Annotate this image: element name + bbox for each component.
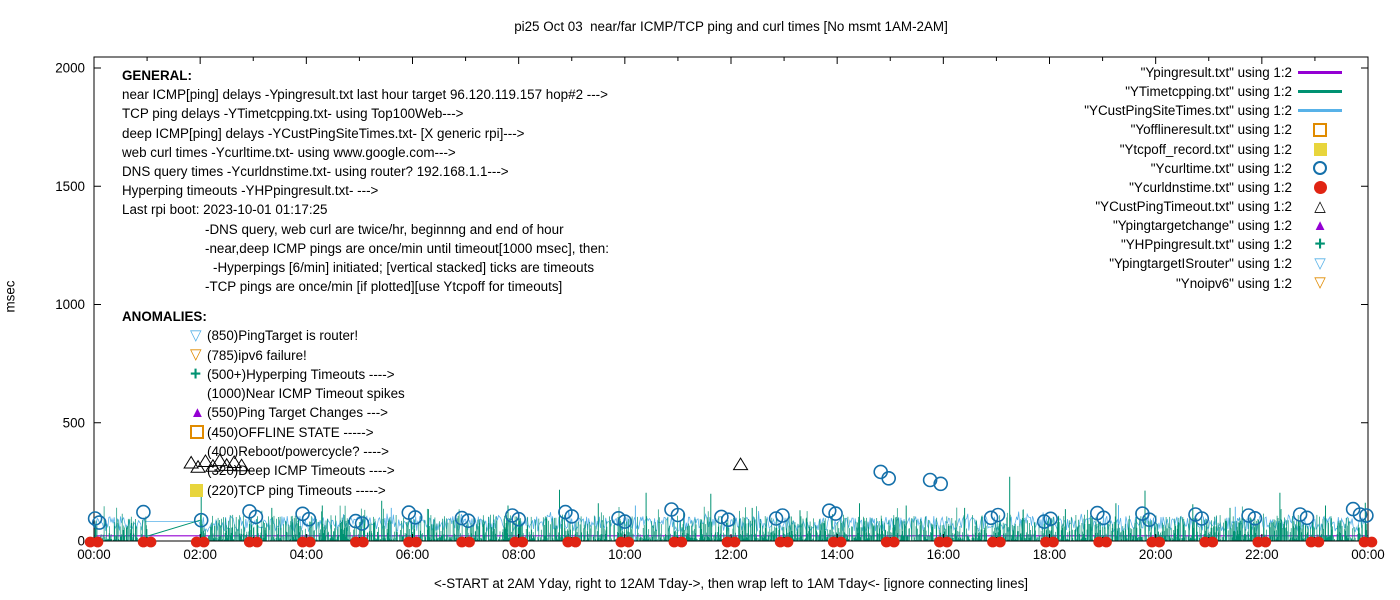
general-lines (122, 85, 609, 296)
note-line: -DNS query, web curl are twice/hr, beginnng and end of hour (205, 221, 564, 237)
line-icon (1298, 109, 1342, 112)
svg-text:06:00: 06:00 (395, 547, 430, 562)
svg-text:00:00: 00:00 (77, 547, 111, 562)
note-line: TCP ping delays -YTimetcpping.txt- using Top100Web---> (122, 106, 464, 122)
chart-title: pi25 Oct 03 near/far ICMP/TCP ping and curl times [No msmt 1AM-2AM] (514, 19, 948, 34)
legend-row (1084, 216, 1348, 235)
legend-row (1084, 235, 1348, 254)
legend-marker (1292, 161, 1348, 175)
svg-text:12:00: 12:00 (714, 547, 748, 562)
anomaly-item (122, 384, 405, 403)
note-line: Hyperping timeouts -YHPpingresult.txt- ---> (122, 183, 379, 199)
anomaly-item (122, 326, 405, 345)
line-icon (1298, 71, 1342, 74)
legend-row (1084, 159, 1348, 178)
legend-marker (1292, 90, 1348, 93)
svg-text:00:00: 00:00 (1351, 547, 1385, 562)
anomalies-block (122, 307, 405, 500)
legend-marker (1292, 197, 1348, 215)
gap-connecting-line (147, 520, 200, 536)
x-axis-caption: <-START at 2AM Yday, right to 12AM Tday->, then wrap left to 1AM Tday<- [ignore connecting lines] (433, 576, 1029, 591)
filled-up-triangle-icon: ▲ (1312, 216, 1328, 234)
anomaly-item (122, 442, 405, 461)
svg-text:0: 0 (77, 533, 85, 549)
general-heading: GENERAL: (122, 68, 192, 83)
legend-label: "Ycurltime.txt" using 1:2 (1150, 160, 1292, 176)
plus-icon: + (190, 363, 202, 385)
legend-row (1084, 178, 1348, 197)
legend-label: "YCustPingTimeout.txt" using 1:2 (1095, 199, 1292, 215)
chart-legend (1084, 63, 1348, 293)
legend-row (1084, 101, 1348, 120)
filled-up-triangle-icon: ▲ (190, 404, 205, 422)
legend-label: "Ypingtargetchange" using 1:2 (1112, 218, 1292, 234)
legend-label: "YCustPingSiteTimes.txt" using 1:2 (1084, 103, 1292, 119)
legend-row (1084, 63, 1348, 82)
line-icon (1298, 90, 1342, 93)
legend-label: "Ycurldnstime.txt" using 1:2 (1129, 179, 1292, 195)
anomaly-item (122, 481, 405, 500)
anomaly-marker (190, 406, 207, 420)
y-axis-label: msec (2, 280, 18, 313)
legend-marker (1292, 123, 1348, 137)
anomaly-item (122, 365, 405, 384)
legend-label: "Ytcpoff_record.txt" using 1:2 (1119, 141, 1292, 157)
svg-text:08:00: 08:00 (501, 547, 536, 562)
svg-text:16:00: 16:00 (926, 547, 961, 562)
anomaly-marker (190, 363, 207, 385)
note-line: Last rpi boot: 2023-10-01 01:17:25 (122, 202, 328, 218)
legend-row (1084, 120, 1348, 139)
note-line: DNS query times -Ycurldnstime.txt- using router? 192.168.1.1---> (122, 164, 509, 180)
svg-text:04:00: 04:00 (289, 547, 324, 562)
svg-text:18:00: 18:00 (1032, 547, 1067, 562)
open-up-triangle-icon: △ (1314, 197, 1326, 215)
svg-text:10:00: 10:00 (608, 547, 642, 562)
open-square-icon (1313, 123, 1327, 137)
anomaly-text: (1000)Near ICMP Timeout spikes (207, 386, 405, 402)
note-line: near ICMP[ping] delays -Ypingresult.txt last hour target 96.120.119.157 hop#2 ---> (122, 87, 608, 103)
filled-circle-icon (1314, 181, 1327, 194)
note-line: web curl times -Ycurltime.txt- using www.google.com---> (122, 144, 456, 160)
legend-row (1084, 274, 1348, 293)
legend-marker (1292, 254, 1348, 272)
anomaly-marker (190, 326, 207, 344)
general-notes-block (122, 66, 609, 296)
svg-text:02:00: 02:00 (183, 547, 217, 562)
anomaly-item (122, 423, 405, 442)
svg-text:14:00: 14:00 (820, 547, 854, 562)
open-down-triangle-icon: ▽ (190, 346, 202, 364)
anomaly-item (122, 461, 405, 480)
anomaly-marker (190, 348, 207, 362)
legend-row (1084, 254, 1348, 273)
plus-icon: + (1314, 233, 1326, 255)
open-down-triangle-icon: ▽ (190, 326, 202, 344)
legend-row (1084, 140, 1348, 159)
svg-text:20:00: 20:00 (1138, 547, 1173, 562)
legend-marker (1292, 71, 1348, 74)
anomaly-marker (190, 484, 207, 497)
anomaly-text: (785)ipv6 failure! (207, 347, 307, 363)
legend-label: "YTimetcpping.txt" using 1:2 (1125, 84, 1292, 100)
legend-label: "Yofflineresult.txt" using 1:2 (1130, 122, 1292, 138)
note-line: -TCP pings are once/min [if plotted][use Ytcpoff for timeouts] (205, 279, 563, 295)
legend-marker (1292, 143, 1348, 156)
anomaly-item (122, 403, 405, 422)
anomaly-item (122, 346, 405, 365)
anomaly-text: (850)PingTarget is router! (207, 328, 359, 344)
anomalies-heading: ANOMALIES: (122, 309, 207, 324)
legend-marker (1292, 276, 1348, 290)
note-line: -Hyperpings [6/min] initiated; [vertical stacked] ticks are timeouts (213, 260, 595, 276)
anomaly-text: (500+)Hyperping Timeouts ----> (207, 366, 395, 382)
legend-label: "Ynoipv6" using 1:2 (1176, 275, 1292, 291)
anomaly-marker (190, 425, 207, 439)
anomaly-text: (450)OFFLINE STATE -----> (207, 424, 374, 440)
legend-label: "Ypingresult.txt" using 1:2 (1140, 65, 1292, 81)
legend-marker (1292, 181, 1348, 194)
open-down-triangle-icon: ▽ (1314, 274, 1326, 292)
svg-text:500: 500 (62, 415, 85, 431)
note-line: -near,deep ICMP pings are once/min until timeout[1000 msec], then: (205, 240, 609, 256)
legend-label: "YHPpingresult.txt" using 1:2 (1120, 237, 1292, 253)
svg-text:1500: 1500 (55, 178, 85, 194)
legend-marker (1292, 216, 1348, 234)
anomaly-text: (400)Reboot/powercycle? ----> (207, 444, 389, 460)
filled-square-icon (190, 484, 203, 497)
open-down-triangle-icon: ▽ (1314, 254, 1326, 272)
legend-label: "YpingtargetISrouter" using 1:2 (1109, 256, 1292, 272)
anomaly-items (122, 326, 405, 500)
open-square-icon (190, 425, 204, 439)
svg-text:1000: 1000 (55, 297, 85, 312)
legend-row (1084, 82, 1348, 101)
open-circle-icon (1313, 161, 1327, 175)
legend-row (1084, 197, 1348, 216)
note-line: deep ICMP[ping] delays -YCustPingSiteTimes.txt- [X generic rpi]---> (122, 125, 525, 141)
svg-text:2000: 2000 (55, 60, 85, 76)
anomaly-text: (220)TCP ping Timeouts -----> (207, 482, 386, 498)
anomaly-text: (320)Deep ICMP Timeouts ----> (207, 463, 395, 479)
legend-rows (1084, 63, 1348, 293)
anomaly-text: (550)Ping Target Changes ---> (207, 405, 388, 421)
legend-marker (1292, 233, 1348, 255)
svg-text:22:00: 22:00 (1245, 547, 1279, 562)
legend-marker (1292, 109, 1348, 112)
filled-square-icon (1314, 143, 1327, 156)
